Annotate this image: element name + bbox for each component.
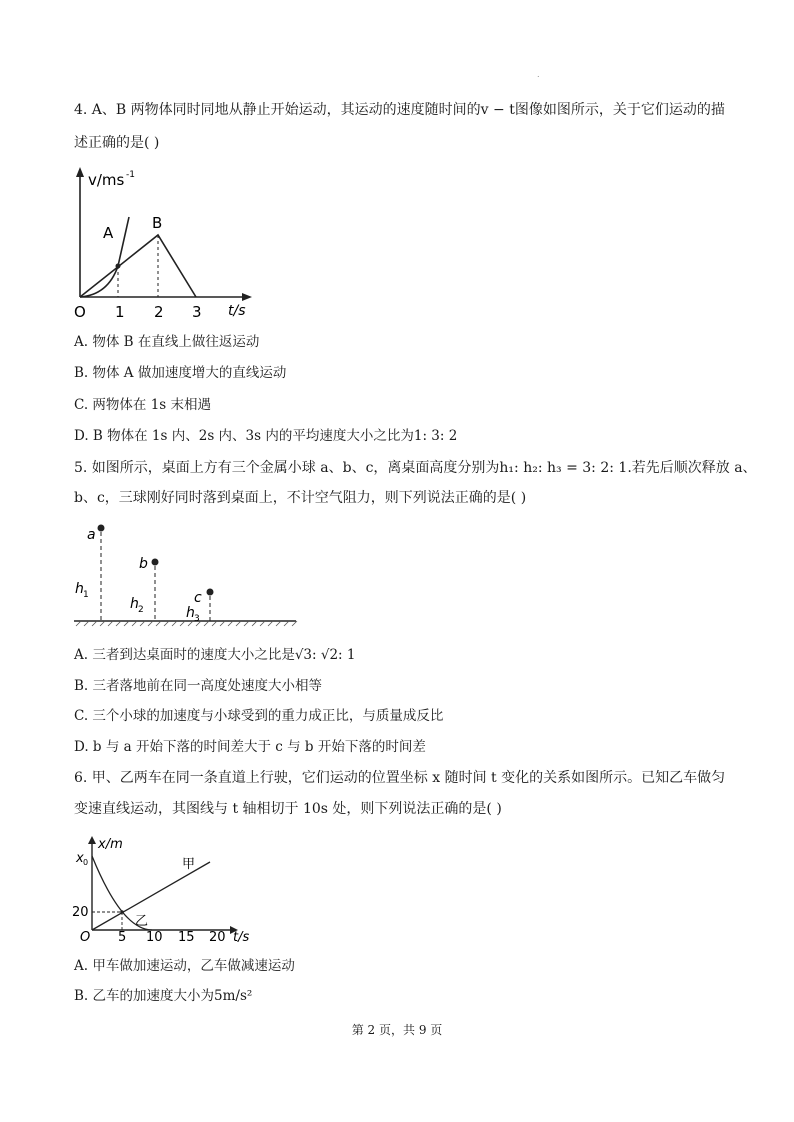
q4-tick-2: 2: [154, 303, 164, 321]
q6-x0-label: x: [76, 851, 84, 866]
q5-h3-sub: 3: [194, 614, 200, 624]
q5-h2: h: [130, 596, 139, 612]
q5-balls-figure: [70, 515, 310, 635]
q5-option-d: D. b 与 a 开始下落的时间差大于 c 与 b 开始下落的时间差: [74, 739, 426, 755]
q6-x-tick-5: 5: [118, 930, 127, 945]
q5-ball-a: [98, 525, 105, 532]
q6-xt-graph: [70, 828, 270, 948]
page-footer: 第 2 页，共 9 页: [351, 1023, 443, 1037]
q5-label-c: c: [194, 590, 202, 606]
q5-option-c: C. 三个小球的加速度与小球受到的重力成正比，与质量成反比: [74, 708, 444, 724]
q4-label-b: B: [152, 214, 163, 232]
q6-x-tick-15: 15: [178, 930, 195, 945]
q5-stem-line2: b、c，三球刚好同时落到桌面上，不计空气阻力，则下列说法正确的是( ): [74, 490, 527, 506]
q6-origin: O: [80, 930, 91, 945]
q4-option-c: C. 两物体在 1s 末相遇: [74, 397, 212, 413]
q5-stem-line1: 5. 如图所示，桌面上方有三个金属小球 a、b、c，离桌面高度分别为h₁: h₂: h₃ = 3: 2: 1.若先后顺次释放 a、: [74, 460, 757, 476]
q4-tick-1: 1: [115, 303, 125, 321]
q6-x0-sub: 0: [83, 858, 89, 867]
q6-y-arrow: [88, 836, 96, 844]
q6-x-tick-10: 10: [146, 930, 163, 945]
q5-label-b: b: [139, 556, 148, 572]
q6-label-yi: 乙: [135, 914, 149, 929]
q6-label-jia: 甲: [182, 857, 196, 872]
q4-stem-line2: 述正确的是( ): [74, 135, 160, 151]
q4-option-d: D. B 物体在 1s 内、2s 内、3s 内的平均速度大小之比为1: 3: 2: [74, 428, 458, 444]
q5-label-a: a: [87, 527, 96, 543]
q5-h1-sub: 1: [83, 590, 89, 600]
q4-y-label-sup: -1: [126, 170, 135, 180]
q4-origin: O: [74, 303, 86, 321]
q4-y-arrow: [76, 167, 84, 177]
q4-y-label: v/ms: [88, 171, 125, 189]
q4-vt-graph: [70, 165, 260, 325]
q5-ball-b: [152, 559, 159, 566]
q6-y-tick-20: 20: [72, 905, 89, 920]
q4-option-a: A. 物体 B 在直线上做往返运动: [74, 334, 260, 350]
q5-option-a: A. 三者到达桌面时的速度大小之比是√3: √2: 1: [74, 647, 356, 663]
q4-option-b: B. 物体 A 做加速度增大的直线运动: [74, 365, 287, 381]
q5-h3: h: [186, 605, 195, 621]
q6-x-tick-20: 20: [209, 930, 226, 945]
q4-x-arrow: [242, 293, 252, 301]
q6-stem-line1: 6. 甲、乙两车在同一条直道上行驶，它们运动的位置坐标 x 随时间 t 变化的关系如图所示。已知乙车做匀: [74, 770, 726, 786]
q5-option-b: B. 三者落地前在同一高度处速度大小相等: [74, 678, 323, 694]
q4-tick-3: 3: [192, 303, 202, 321]
q4-label-a: A: [103, 224, 114, 242]
q4-x-label: t/s: [228, 303, 246, 319]
q4-line-b: [80, 235, 196, 297]
q5-ball-c: [207, 589, 214, 596]
q5-h1: h: [75, 581, 84, 597]
q4-stem-line1: 4. A、B 两物体同时同地从静止开始运动，其运动的速度随时间的v − t图像如图所示，关于它们运动的描: [74, 102, 725, 118]
q5-h2-sub: 2: [138, 605, 144, 615]
q6-option-b: B. 乙车的加速度大小为5m/s²: [74, 988, 253, 1004]
page-mark: .: [537, 70, 540, 79]
q6-stem-line2: 变速直线运动，其图线与 t 轴相切于 10s 处，则下列说法正确的是( ): [74, 801, 502, 817]
q6-line-jia: [92, 862, 210, 930]
q6-option-a: A. 甲车做加速运动，乙车做减速运动: [74, 958, 295, 974]
q6-y-label: x/m: [98, 837, 123, 852]
q6-x-label: t/s: [233, 930, 250, 945]
